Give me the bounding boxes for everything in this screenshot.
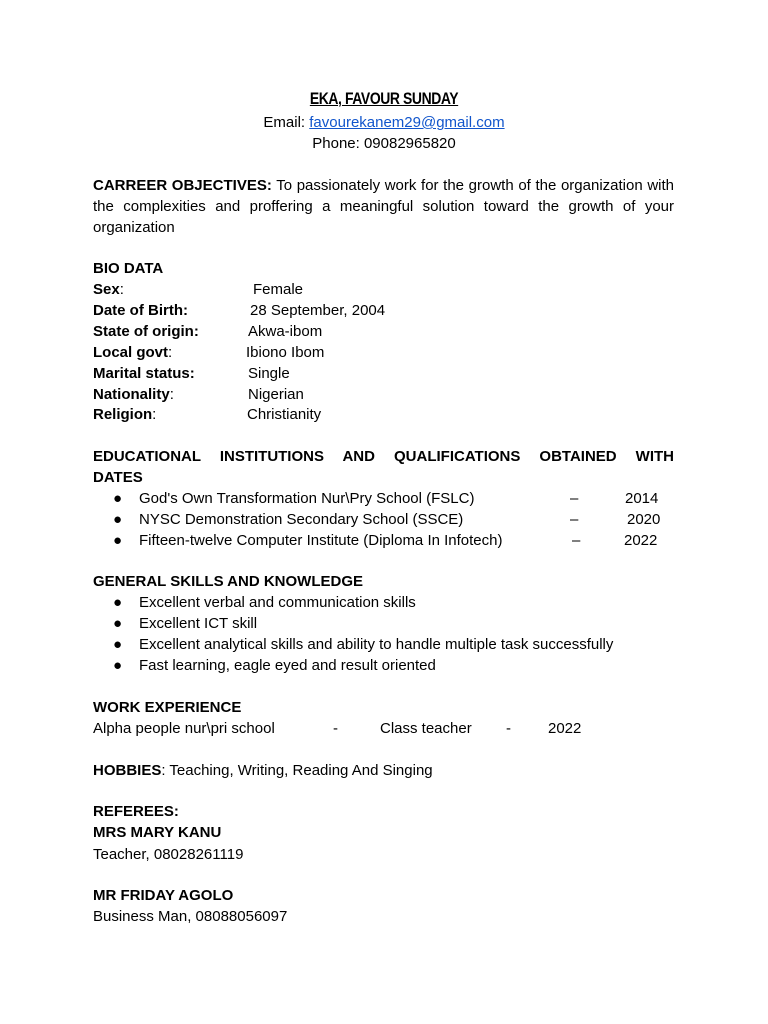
- bio-row-nationality: Nationality:: [93, 386, 174, 403]
- bullet-icon: ●: [113, 657, 123, 674]
- skills-heading: GENERAL SKILLS AND KNOWLEDGE: [93, 573, 364, 590]
- bio-row-sex: Sex:: [93, 281, 124, 298]
- bio-row-religion: Religion:: [93, 406, 157, 423]
- bio-label: Date of Birth:: [93, 302, 188, 319]
- phone-line: Phone: 09082965820: [312, 135, 456, 152]
- skill-item: Excellent verbal and communication skills: [139, 594, 416, 611]
- education-year: 2014: [625, 490, 659, 507]
- work-employer: Alpha people nur\pri school: [93, 720, 275, 737]
- bio-value: Female: [253, 281, 304, 298]
- referee-detail: Teacher, 08028261119: [93, 846, 244, 863]
- work-separator: -: [333, 720, 338, 737]
- bio-value: 28 September, 2004: [250, 302, 386, 319]
- bio-label: Religion: [93, 406, 153, 423]
- email-line: [0, 112, 768, 133]
- education-year: 2022: [624, 532, 658, 549]
- email-label: Email:: [263, 114, 310, 131]
- bio-row-dob: [93, 300, 188, 321]
- education-item: Fifteen-twelve Computer Institute (Diploma In Infotech): [139, 532, 503, 549]
- bio-row-lga: Local govt:: [93, 344, 173, 361]
- hobbies-line: [93, 760, 433, 781]
- bio-label: Nationality: [93, 386, 170, 403]
- skill-item: Excellent analytical skills and ability to handle multiple task successfully: [139, 636, 614, 653]
- education-item: God's Own Transformation Nur\Pry School (FSLC): [139, 490, 475, 507]
- resume-name: EKA, FAVOUR SUNDAY: [309, 89, 459, 108]
- bio-heading: BIO DATA: [93, 260, 164, 277]
- objectives-text: To passionately work for the growth of the organization with the complexities and proffering a meaningful solution toward the growth of your organization: [93, 177, 675, 236]
- email-link[interactable]: favourekanem29@gmail.com: [309, 114, 505, 131]
- work-separator: -: [506, 720, 511, 737]
- bullet-icon: ●: [113, 490, 123, 507]
- bullet-icon: ●: [113, 636, 123, 653]
- bio-value: Ibiono Ibom: [246, 344, 325, 361]
- work-heading: WORK EXPERIENCE: [93, 699, 242, 716]
- work-year: 2022: [548, 720, 582, 737]
- bullet-icon: ●: [113, 594, 123, 611]
- hobbies-text: : Teaching, Writing, Reading And Singing: [161, 762, 433, 779]
- education-dash: –: [570, 511, 579, 528]
- bio-label: Marital status:: [93, 365, 195, 382]
- bio-value: Christianity: [247, 406, 322, 423]
- education-dash: –: [572, 532, 581, 549]
- education-heading: EDUCATIONAL INSTITUTIONS AND QUALIFICATIONS OBTAINED WITH: [93, 448, 674, 465]
- education-dash: –: [570, 490, 579, 507]
- bio-label: Sex: [93, 281, 120, 298]
- bio-value: Nigerian: [248, 386, 304, 403]
- skill-item: Excellent ICT skill: [139, 615, 258, 632]
- skill-item: Fast learning, eagle eyed and result oriented: [139, 657, 436, 674]
- bio-label: Local govt: [93, 344, 169, 361]
- referees-heading: REFEREES:: [93, 803, 179, 820]
- referee-detail: Business Man, 08088056097: [93, 908, 288, 925]
- bullet-icon: ●: [113, 532, 123, 549]
- career-objectives: [93, 175, 674, 238]
- objectives-label: CARREER OBJECTIVES:: [93, 177, 272, 194]
- bio-label: State of origin:: [93, 323, 199, 340]
- education-heading-cont: DATES: [93, 469, 143, 486]
- referee-name: MRS MARY KANU: [93, 824, 222, 841]
- bio-row-state: [93, 321, 199, 342]
- education-year: 2020: [627, 511, 661, 528]
- bio-value: Akwa-ibom: [248, 323, 323, 340]
- referee-name: MR FRIDAY AGOLO: [93, 887, 234, 904]
- bio-value: Single: [248, 365, 290, 382]
- bullet-icon: ●: [113, 615, 123, 632]
- education-item: NYSC Demonstration Secondary School (SSCE): [139, 511, 464, 528]
- work-role: Class teacher: [380, 720, 472, 737]
- bio-row-marital: [93, 363, 195, 384]
- bullet-icon: ●: [113, 511, 123, 528]
- hobbies-label: HOBBIES: [93, 762, 162, 779]
